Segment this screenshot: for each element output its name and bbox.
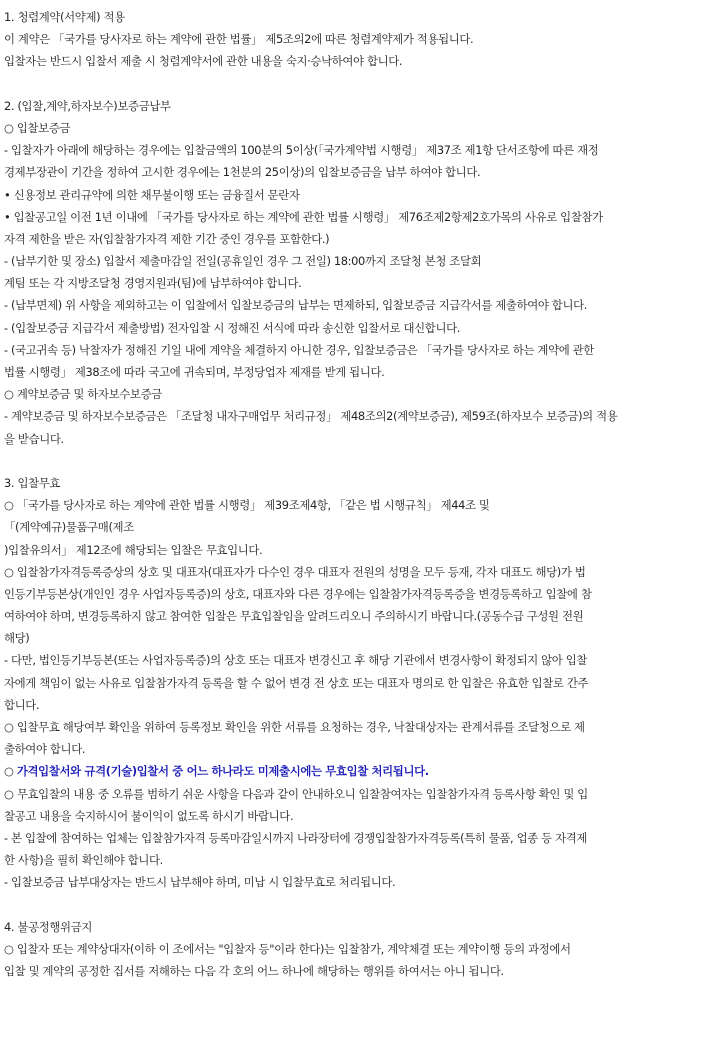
text-line — [4, 361, 718, 383]
text-line — [4, 6, 718, 28]
text-line — [4, 339, 718, 361]
text-line — [4, 539, 718, 561]
text-line — [4, 672, 718, 694]
line-text: 입찰자는 반드시 입찰서 제출 시 청렴계약서에 관한 내용을 숙지·승낙하여야 합니다. — [4, 54, 403, 69]
text-line — [4, 228, 718, 250]
line-text: - 본 입찰에 참여하는 업체는 입찰참가자격 등록마감일시까지 나라장터에 경쟁입찰참가자격등록(특히 물품, 업종 등 자격제 — [4, 830, 588, 845]
line-text: )입찰유의서」 제12조에 해당되는 입찰은 무효입니다. — [4, 542, 263, 557]
line-text: - (납부기한 및 장소) 입찰서 제출마감일 전일(공휴일인 경우 그 전일) 18:00까지 조달청 본청 조달회 — [4, 254, 482, 269]
line-text: 출하여야 합니다. — [4, 742, 86, 757]
text-line — [4, 849, 718, 871]
line-text: ○ 무효입찰의 내용 중 오류를 범하기 쉬운 사항을 다음과 같이 안내하오니 입찰참여자는 입찰참가자격 등록사항 확인 및 입 — [4, 786, 588, 801]
line-text: - (납부면제) 위 사항을 제외하고는 이 입찰에서 입찰보증금의 납부는 면제하되, 입찰보증금 지급각서를 제출하여야 합니다. — [4, 298, 588, 313]
text-line — [4, 827, 718, 849]
line-text: 자격 제한을 받은 자(입찰참가자격 제한 기간 중인 경우를 포함한다.) — [4, 231, 330, 246]
line-text: 을 받습니다. — [4, 431, 64, 446]
text-line — [4, 916, 718, 938]
line-text: 2. (입찰,계약,하자보수)보증금납부 — [4, 98, 171, 113]
line-text: - 입찰보증금 납부대상자는 반드시 납부해야 하며, 미납 시 입찰무효로 처리됩니다. — [4, 875, 396, 890]
line-text: 법률 시행령」 제38조에 따라 국고에 귀속되며, 부정당업자 제재를 받게 됩니다. — [4, 365, 385, 379]
text-line — [4, 960, 718, 982]
text-line — [4, 783, 718, 805]
line-text: 4. 불공정행위금지 — [4, 919, 93, 934]
line-text: ○ 입찰참가자격등록증상의 상호 및 대표자(대표자가 다수인 경우 대표자 전원의 성명을 모두 등재, 각자 대표도 해당)가 법 — [4, 564, 586, 579]
line-text: - 다만, 법인등기부등본(또는 사업자등록증)의 상호 또는 대표자 변경신고 후 해당 기관에서 변경사항이 확정되지 않아 입찰 — [4, 653, 588, 668]
line-text: 합니다. — [4, 697, 40, 712]
line-text: • 신용정보 관리규약에 의한 채무불이행 또는 금융질서 문란자 — [4, 187, 300, 202]
text-line — [4, 494, 718, 516]
blank-line — [4, 894, 718, 916]
line-text: - 계약보증금 및 하자보수보증금은 「조달청 내자구매업무 처리규정」 제48조의2(계약보증금), 제59조(하자보수 보증금)의 적용 — [4, 409, 618, 424]
line-text: - (입찰보증금 지급각서 제출방법) 전자입찰 시 정해진 서식에 따라 송신한 입찰서로 대신합니다. — [4, 320, 461, 335]
text-line — [4, 184, 718, 206]
emphasis-text: 가격입찰서와 규격(기술)입찰서 중 어느 하나라도 미제출시에는 무효입찰 처리됩니다. — [16, 764, 429, 779]
text-line — [4, 605, 718, 627]
text-line — [4, 738, 718, 760]
line-text: ○ 계약보증금 및 하자보수보증금 — [4, 387, 162, 402]
text-line — [4, 649, 718, 671]
text-line — [4, 294, 718, 316]
text-line — [4, 805, 718, 827]
line-text: 자에게 책임이 없는 사유로 입찰참가자격 등록을 할 수 없어 변경 전 상호 또는 대표자 명의로 한 입찰은 유효한 입찰로 간주 — [4, 675, 589, 690]
line-text: 입찰 및 계약의 공정한 집서를 저해하는 다음 각 호의 어느 하나에 해당하는 행위를 하여서는 아니 됩니다. — [4, 964, 504, 979]
line-text: 이 계약은 「국가를 당사자로 하는 계약에 관한 법률」 제5조의2에 따른 청렴계약제가 적용됩니다. — [4, 32, 474, 47]
line-text: ○ 입찰보증금 — [4, 120, 71, 135]
line-text: 해당) — [4, 631, 30, 646]
line-text: 경제부장관이 기간을 정하여 고시한 경우에는 1천분의 25이상)의 입찰보증금을 납부 하여야 합니다. — [4, 165, 481, 180]
line-text: ○ 「국가를 당사자로 하는 계약에 관한 법률 시행령」 제39조제4항, 「같은 법 시행규칙」 제44조 및 — [4, 498, 490, 513]
line-text: 찰공고 내용을 숙지하시어 불이익이 없도록 하시기 바랍니다. — [4, 808, 294, 823]
text-line — [4, 161, 718, 183]
line-text: 한 사항)을 필히 확인해야 합니다. — [4, 853, 163, 868]
blank-line — [4, 73, 718, 95]
blank-line — [4, 450, 718, 472]
text-line — [4, 583, 718, 605]
line-text: - (국고귀속 등) 낙찰자가 정해진 기일 내에 계약을 체결하지 아니한 경우, 입찰보증금은 「국가를 당사자로 하는 계약에 관한 — [4, 342, 594, 357]
text-line — [4, 250, 718, 272]
text-line — [4, 272, 718, 294]
line-text: - 입찰자가 아래에 해당하는 경우에는 입찰금액의 100분의 5이상(「국가계약법 시행령」 제37조 제1항 단서조항에 따른 재정 — [4, 143, 599, 158]
line-text: ○ — [4, 764, 17, 779]
line-text: • 입찰공고일 이전 1년 이내에 「국가를 당사자로 하는 계약에 관한 법률 시행령」 제76조제2항제2호가목의 사유로 입찰참가 — [4, 209, 603, 224]
text-line — [4, 760, 718, 782]
text-line — [4, 317, 718, 339]
text-line — [4, 428, 718, 450]
text-line — [4, 383, 718, 405]
text-line — [4, 627, 718, 649]
line-text: ○ 입찰자 또는 계약상대자(이하 이 조에서는 "입찰자 등"이라 한다)는 입찰참가, 계약체결 또는 계약이행 등의 과정에서 — [4, 941, 571, 956]
text-line — [4, 117, 718, 139]
text-line — [4, 139, 718, 161]
line-text: 3. 입찰무효 — [4, 475, 61, 490]
text-line — [4, 28, 718, 50]
text-line — [4, 716, 718, 738]
line-text: 1. 청렴계약(서약제) 적용 — [4, 10, 125, 24]
line-text: 계팀 또는 각 지방조달청 경영지원과(팀)에 납부하여야 합니다. — [4, 276, 302, 291]
text-line — [4, 516, 718, 538]
line-text: ○ 입찰무효 해당여부 확인을 위하여 등록정보 확인을 위한 서류를 요청하는 경우, 낙찰대상자는 관계서류를 조달청으로 제 — [4, 720, 585, 734]
line-text: 인등기부등본상(개인인 경우 사업자등록증)의 상호, 대표자와 다른 경우에는 입찰참가자격등록증을 변경등록하고 입찰에 참 — [4, 586, 592, 601]
text-line — [4, 694, 718, 716]
text-line — [4, 206, 718, 228]
line-text: 「(계약예규)물품구매(제조 — [4, 520, 134, 535]
text-line — [4, 95, 718, 117]
text-line — [4, 472, 718, 494]
text-line — [4, 938, 718, 960]
line-text: 여하여야 하며, 변경등록하지 않고 참여한 입찰은 무효입찰임을 알려드리오니 주의하시기 바랍니다.(공동수급 구성원 전원 — [4, 609, 584, 624]
text-line — [4, 50, 718, 72]
text-line — [4, 405, 718, 427]
text-line — [4, 561, 718, 583]
text-line — [4, 871, 718, 893]
